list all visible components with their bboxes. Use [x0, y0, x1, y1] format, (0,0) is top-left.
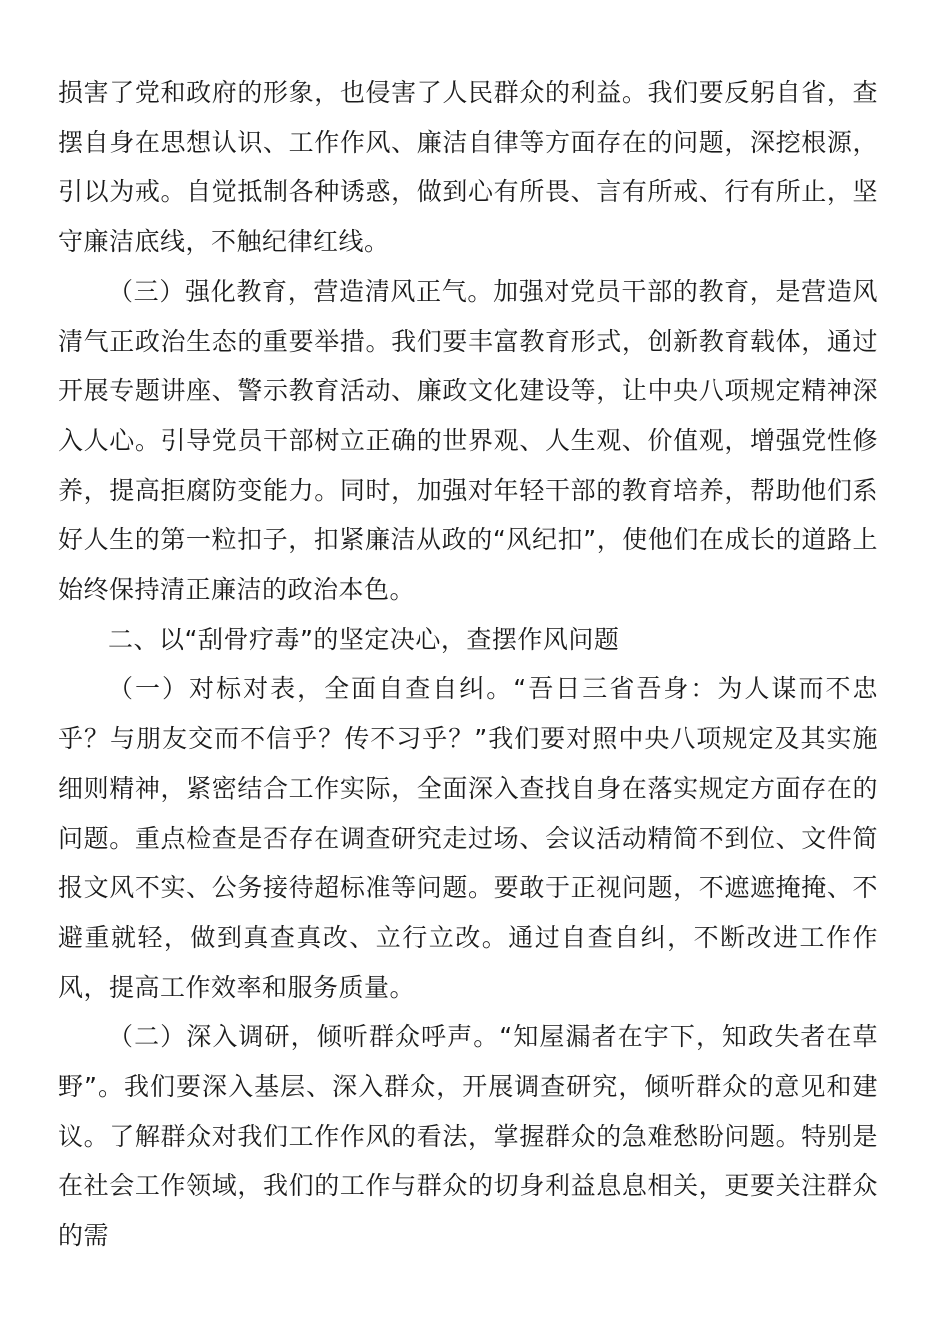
document-body — [58, 68, 878, 1261]
section-heading-2: 二、以“刮骨疗毒”的坚定决心，查摆作风问题 — [108, 624, 620, 654]
paragraph-subsection-2: （二）深入调研，倾听群众呼声。“知屋漏者在宇下，知政失者在草野”。我们要深入基层、深入群众，开展调查研究，倾听群众的意见和建议。了解群众对我们工作作风的看法，掌握群众的急难愁盼问题。特别是在社会工作领域，我们的工作与群众的切身利益息息相关，更要关注群众的需 — [58, 1022, 878, 1251]
paragraph-section-3: （三）强化教育，营造清风正气。加强对党员干部的教育，是营造风清气正政治生态的重要举措。我们要丰富教育形式，创新教育载体，通过开展专题讲座、警示教育活动、廉政文化建设等，让中央八项规定精神深入人心。引导党员干部树立正确的世界观、人生观、价值观，增强党性修养，提高拒腐防变能力。同时，加强对年轻干部的教育培养，帮助他们系好人生的第一粒扣子，扣紧廉洁从政的“风纪扣”，使他们在成长的道路上始终保持清正廉洁的政治本色。 — [58, 276, 878, 605]
paragraph-subsection-1: （一）对标对表，全面自查自纠。“吾日三省吾身：为人谋而不忠乎？与朋友交而不信乎？传不习乎？”我们要对照中央八项规定及其实施细则精神，紧密结合工作实际，全面深入查找自身在落实规定方面存在的问题。重点检查是否存在调查研究走过场、会议活动精简不到位、文件简报文风不实、公务接待超标准等问题。要敢于正视问题，不遮遮掩掩、不避重就轻，做到真查真改、立行立改。通过自查自纠，不断改进工作作风，提高工作效率和服务质量。 — [58, 674, 878, 1002]
paragraph-continuation: 损害了党和政府的形象，也侵害了人民群众的利益。我们要反躬自省，查摆自身在思想认识、工作作风、廉洁自律等方面存在的问题，深挖根源，引以为戒。自觉抵制各种诱惑，做到心有所畏、言有所戒、行有所止，坚守廉洁底线，不触纪律红线。 — [58, 78, 878, 257]
